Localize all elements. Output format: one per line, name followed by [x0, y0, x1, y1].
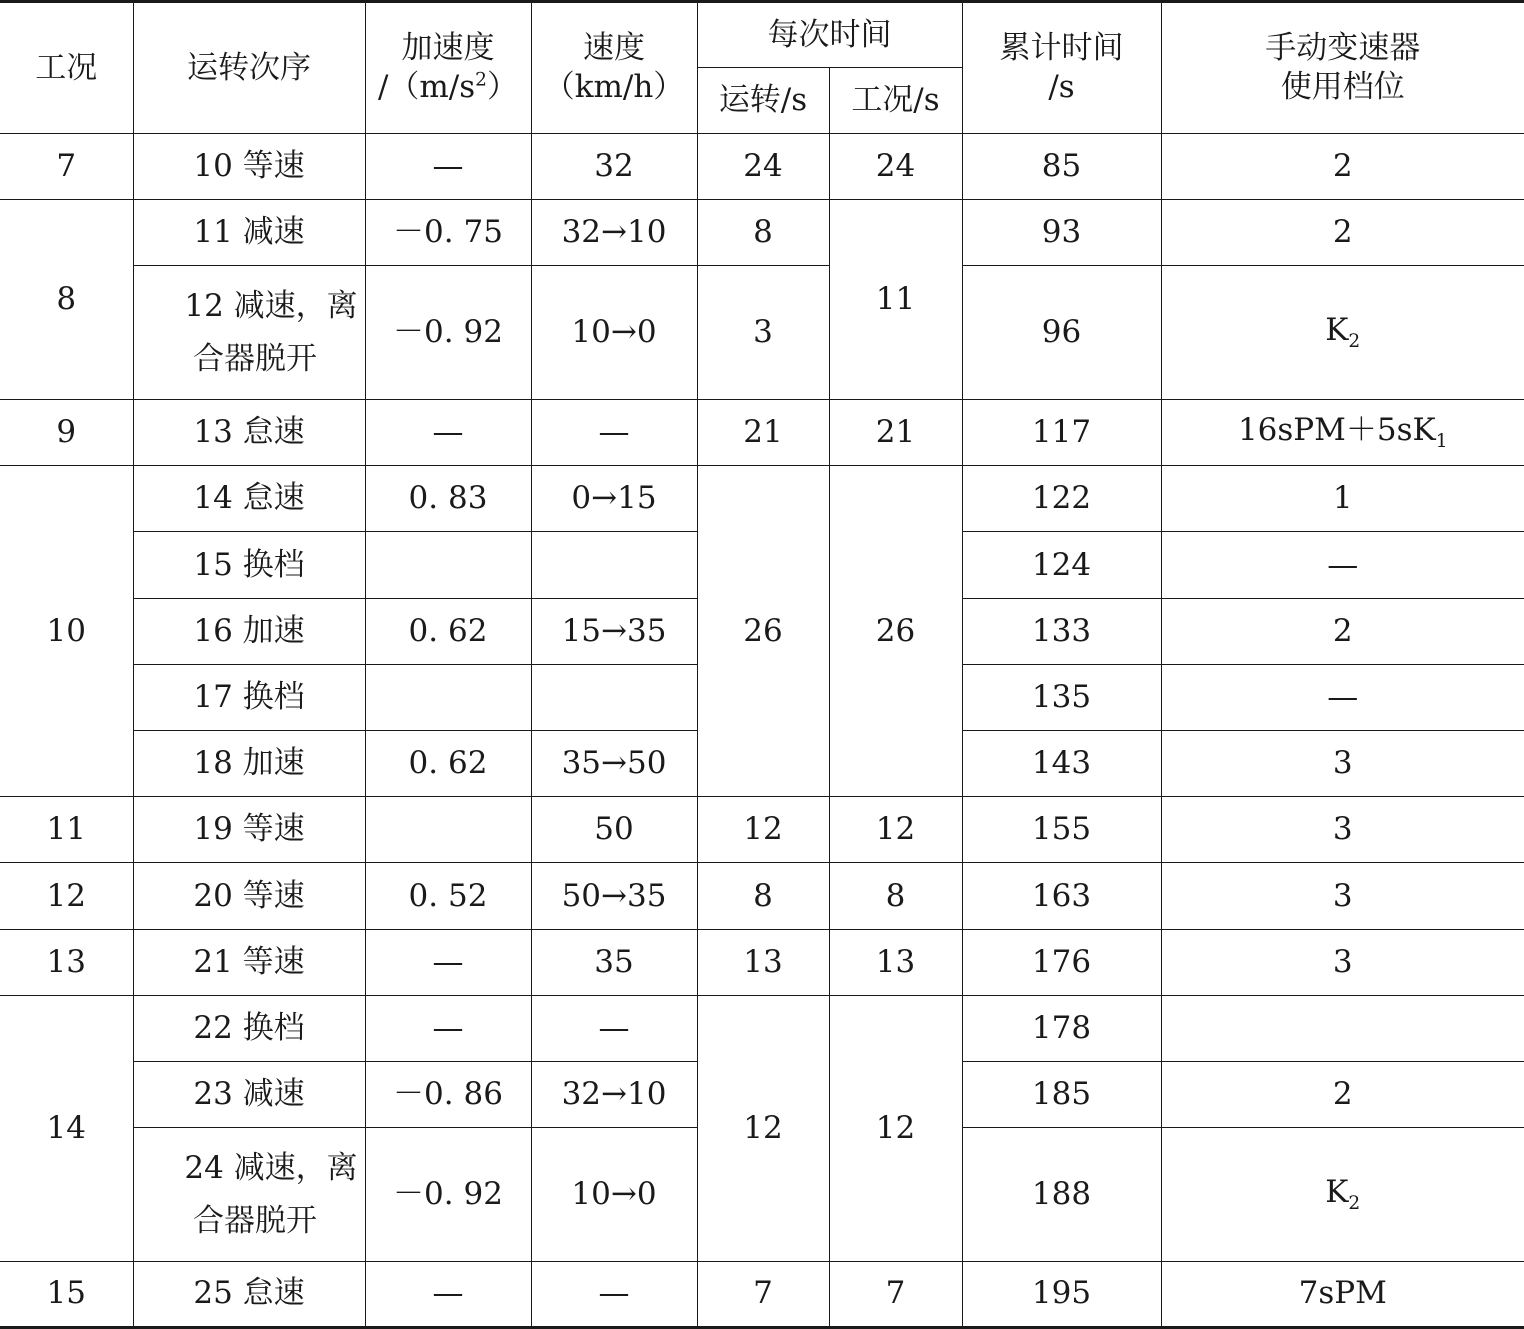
condition-cell: 10	[0, 466, 133, 797]
cumulative-time-cell: 155	[962, 797, 1161, 863]
acceleration-cell: 0. 62	[365, 730, 531, 796]
gear-cell: —	[1161, 664, 1524, 730]
gear-cell: 3	[1161, 730, 1524, 796]
acceleration-cell: －0. 92	[365, 266, 531, 399]
gear-cell: 2	[1161, 200, 1524, 266]
condition-time-cell: 8	[829, 863, 962, 929]
header-speed: 速度 （km/h）	[531, 2, 697, 134]
run-time-cell: 8	[697, 200, 829, 266]
run-time-cell: 3	[697, 266, 829, 399]
condition-cell: 15	[0, 1261, 133, 1327]
condition-time-cell: 13	[829, 929, 962, 995]
gear-cell: 3	[1161, 863, 1524, 929]
table-row	[0, 929, 1524, 995]
cumulative-time-cell: 176	[962, 929, 1161, 995]
table-row	[0, 266, 1524, 399]
speed-cell: 10→0	[531, 266, 697, 399]
acceleration-cell: －0. 75	[365, 200, 531, 266]
cumulative-time-cell: 135	[962, 664, 1161, 730]
table-row	[0, 863, 1524, 929]
gear-cell: 2	[1161, 134, 1524, 200]
acceleration-cell: 0. 62	[365, 598, 531, 664]
speed-cell: 32→10	[531, 200, 697, 266]
speed-cell: 0→15	[531, 466, 697, 532]
sequence-cell: 14 怠速	[133, 466, 365, 532]
gear-cell	[1161, 995, 1524, 1061]
speed-cell	[531, 664, 697, 730]
sequence-cell: 13 怠速	[133, 399, 365, 465]
run-time-cell: 26	[697, 466, 829, 797]
cumulative-time-cell: 133	[962, 598, 1161, 664]
gear-cell: 2	[1161, 1062, 1524, 1128]
condition-cell: 12	[0, 863, 133, 929]
condition-cell: 13	[0, 929, 133, 995]
speed-cell: 15→35	[531, 598, 697, 664]
speed-cell: 32→10	[531, 1062, 697, 1128]
acceleration-cell: —	[365, 399, 531, 465]
run-time-cell: 21	[697, 399, 829, 465]
gear-cell: —	[1161, 532, 1524, 598]
cumulative-time-cell: 185	[962, 1062, 1161, 1128]
acceleration-cell	[365, 532, 531, 598]
table-row	[0, 134, 1524, 200]
gear-cell: 1	[1161, 466, 1524, 532]
acceleration-cell: —	[365, 134, 531, 200]
header-condition: 工况	[0, 2, 133, 134]
sequence-cell: 21 等速	[133, 929, 365, 995]
acceleration-cell: —	[365, 1261, 531, 1327]
run-time-cell: 8	[697, 863, 829, 929]
cumulative-time-cell: 85	[962, 134, 1161, 200]
acceleration-cell: －0. 92	[365, 1128, 531, 1261]
acceleration-cell: —	[365, 995, 531, 1061]
run-time-cell: 13	[697, 929, 829, 995]
cumulative-time-cell: 93	[962, 200, 1161, 266]
speed-cell: 35→50	[531, 730, 697, 796]
header-gear: 手动变速器 使用档位	[1161, 2, 1524, 134]
condition-cell: 8	[0, 200, 133, 400]
condition-time-cell: 7	[829, 1261, 962, 1327]
cumulative-time-cell: 122	[962, 466, 1161, 532]
condition-cell: 7	[0, 134, 133, 200]
sequence-cell: 12 减速，离合器脱开	[133, 266, 365, 399]
cumulative-time-cell: 163	[962, 863, 1161, 929]
speed-cell: 10→0	[531, 1128, 697, 1261]
condition-time-cell: 26	[829, 466, 962, 797]
sequence-cell: 23 减速	[133, 1062, 365, 1128]
speed-cell: —	[531, 1261, 697, 1327]
cumulative-time-cell: 143	[962, 730, 1161, 796]
run-time-cell: 24	[697, 134, 829, 200]
sequence-cell: 24 减速，离合器脱开	[133, 1128, 365, 1261]
condition-time-cell: 11	[829, 200, 962, 400]
condition-time-cell: 21	[829, 399, 962, 465]
sequence-cell: 15 换档	[133, 532, 365, 598]
gear-cell: 3	[1161, 929, 1524, 995]
cumulative-time-cell: 188	[962, 1128, 1161, 1261]
sequence-cell: 17 换档	[133, 664, 365, 730]
acceleration-cell: －0. 86	[365, 1062, 531, 1128]
sequence-cell: 16 加速	[133, 598, 365, 664]
acceleration-cell: 0. 83	[365, 466, 531, 532]
condition-cell: 11	[0, 797, 133, 863]
speed-cell: —	[531, 399, 697, 465]
gear-cell: $K_2$	[1161, 266, 1524, 399]
condition-time-cell: 12	[829, 797, 962, 863]
sequence-cell: 25 怠速	[133, 1261, 365, 1327]
header-cumulative-time: 累计时间 /s	[962, 2, 1161, 134]
run-time-cell: 7	[697, 1261, 829, 1327]
speed-cell: 32	[531, 134, 697, 200]
speed-cell: —	[531, 995, 697, 1061]
acceleration-cell: —	[365, 929, 531, 995]
sequence-cell: 18 加速	[133, 730, 365, 796]
table-row	[0, 466, 1524, 532]
table-row	[0, 1261, 1524, 1327]
header-time-each: 每次时间	[697, 2, 962, 68]
speed-cell: 50	[531, 797, 697, 863]
sequence-cell: 22 换档	[133, 995, 365, 1061]
condition-time-cell: 24	[829, 134, 962, 200]
gear-cell: 7sPM	[1161, 1261, 1524, 1327]
acceleration-cell	[365, 664, 531, 730]
acceleration-cell	[365, 797, 531, 863]
sequence-cell: 11 减速	[133, 200, 365, 266]
condition-cell: 14	[0, 995, 133, 1261]
table-row	[0, 200, 1524, 266]
table-row	[0, 399, 1524, 465]
header-acceleration: 加速度 $/(m/s^2)$	[365, 2, 531, 134]
gear-cell: 2	[1161, 598, 1524, 664]
run-time-cell: 12	[697, 995, 829, 1261]
speed-cell	[531, 532, 697, 598]
speed-cell: 35	[531, 929, 697, 995]
gear-cell: 3	[1161, 797, 1524, 863]
sequence-cell: 20 等速	[133, 863, 365, 929]
condition-cell: 9	[0, 399, 133, 465]
acceleration-cell: 0. 52	[365, 863, 531, 929]
cumulative-time-cell: 195	[962, 1261, 1161, 1327]
gear-cell: $K_2$	[1161, 1128, 1524, 1261]
condition-time-cell: 12	[829, 995, 962, 1261]
run-time-cell: 12	[697, 797, 829, 863]
sequence-cell: 10 等速	[133, 134, 365, 200]
header-time-run: 运转/s	[697, 68, 829, 134]
cumulative-time-cell: 124	[962, 532, 1161, 598]
sequence-cell: 19 等速	[133, 797, 365, 863]
table-row	[0, 995, 1524, 1061]
header-sequence: 运转次序	[133, 2, 365, 134]
gear-cell: $16sPM+5sK_1$	[1161, 399, 1524, 465]
cumulative-time-cell: 117	[962, 399, 1161, 465]
cumulative-time-cell: 178	[962, 995, 1161, 1061]
header-time-condition: 工况/s	[829, 68, 962, 134]
cumulative-time-cell: 96	[962, 266, 1161, 399]
table-row	[0, 797, 1524, 863]
speed-cell: 50→35	[531, 863, 697, 929]
